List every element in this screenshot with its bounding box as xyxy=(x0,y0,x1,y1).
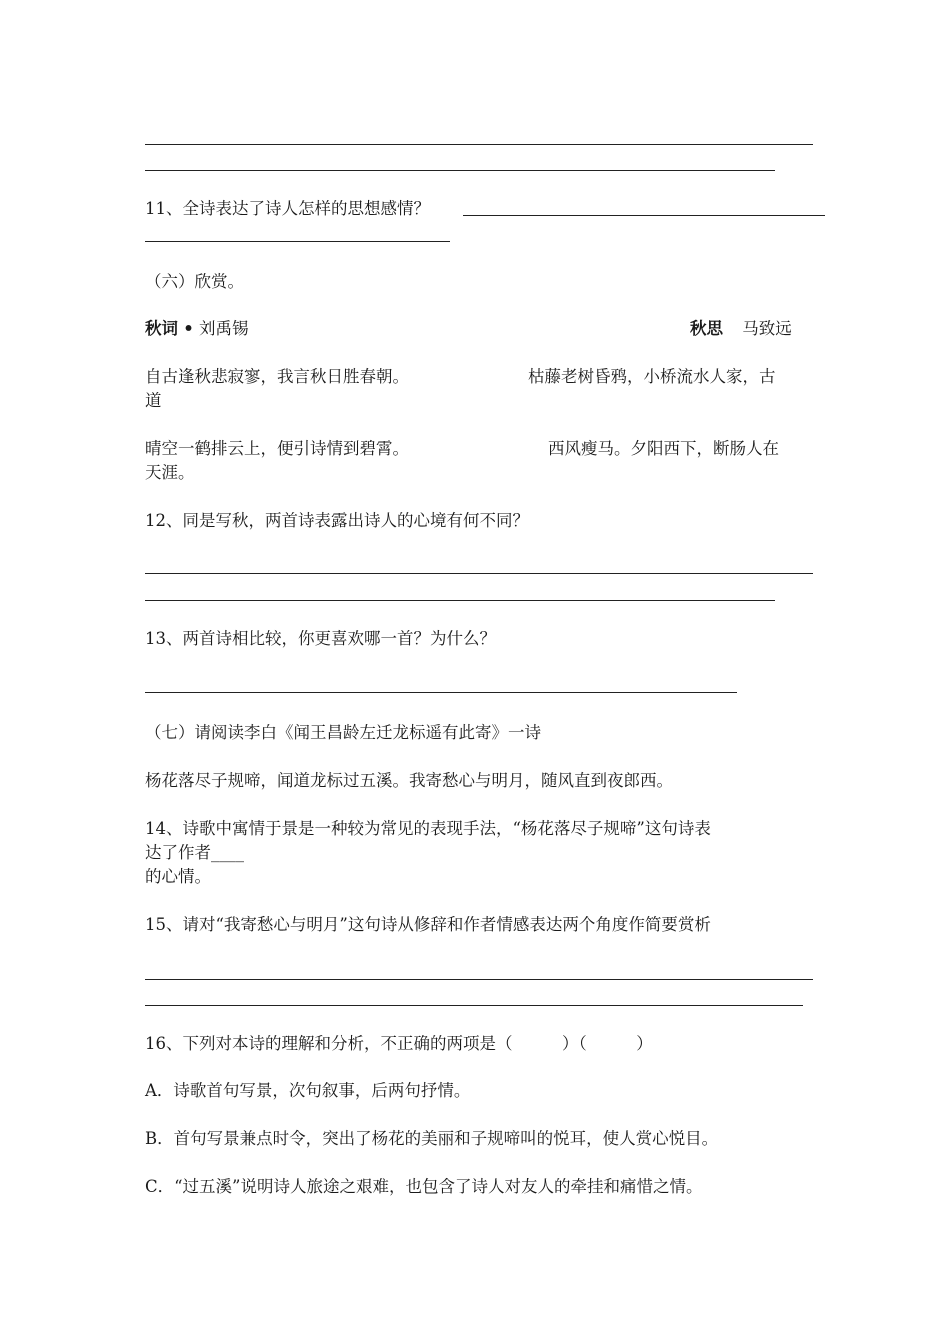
answer-line xyxy=(145,692,737,693)
poem2-title-line xyxy=(690,318,792,340)
poem1-title: 秋词 xyxy=(145,319,178,338)
question-14-line2: 达了作者____ xyxy=(145,843,244,862)
option-b: B．首句写景兼点时令，突出了杨花的美丽和子规啼叫的悦耳，使人赏心悦目。 xyxy=(145,1129,719,1148)
answer-line xyxy=(463,215,825,216)
poem1-line1: 自古逢秋悲寂寥，我言秋日胜春朝。 xyxy=(145,367,409,386)
poem2-line2b: 天涯。 xyxy=(145,463,195,482)
answer-line xyxy=(145,979,813,980)
question-16: 16、下列对本诗的理解和分析，不正确的两项是（ ）（ ） xyxy=(145,1034,653,1053)
poem2-line1b: 道 xyxy=(145,391,162,410)
answer-line xyxy=(145,600,775,601)
answer-line xyxy=(145,144,813,145)
poem2-author: 马致远 xyxy=(742,319,792,338)
question-12: 12、同是写秋，两首诗表露出诗人的心境有何不同？ xyxy=(145,511,529,530)
section-6-heading: （六）欣赏。 xyxy=(145,272,244,291)
question-14-line3: 的心情。 xyxy=(145,867,211,886)
option-a: A．诗歌首句写景，次句叙事，后两句抒情。 xyxy=(145,1081,471,1100)
poem1-line2: 晴空一鹤排云上，便引诗情到碧霄。 xyxy=(145,439,409,458)
poem1-title-line xyxy=(145,318,249,340)
poem2-line2a: 西风瘦马。夕阳西下，断肠人在 xyxy=(548,439,779,458)
section-7-heading: （七）请阅读李白《闻王昌龄左迁龙标遥有此寄》一诗 xyxy=(145,723,541,742)
question-15: 15、请对“我寄愁心与明月”这句诗从修辞和作者情感表达两个角度作简要赏析 xyxy=(145,915,711,934)
poem2-title: 秋思 xyxy=(690,319,723,338)
question-14-line1: 14、诗歌中寓情于景是一种较为常见的表现手法，“杨花落尽子规啼”这句诗表 xyxy=(145,819,711,838)
section-7-poem: 杨花落尽子规啼，闻道龙标过五溪。我寄愁心与明月，随风直到夜郎西。 xyxy=(145,771,673,790)
question-11: 11、全诗表达了诗人怎样的思想感情？ xyxy=(145,199,430,218)
answer-line xyxy=(145,1005,803,1006)
title-separator: • xyxy=(183,319,194,338)
option-c: C．“过五溪”说明诗人旅途之艰难，也包含了诗人对友人的牵挂和痛惜之情。 xyxy=(145,1177,703,1196)
answer-line xyxy=(145,573,813,574)
question-13: 13、两首诗相比较，你更喜欢哪一首？为什么？ xyxy=(145,629,496,648)
answer-line xyxy=(145,170,775,171)
answer-line xyxy=(145,241,450,242)
poem1-author: 刘禹锡 xyxy=(199,319,249,338)
poem2-line1a: 枯藤老树昏鸦，小桥流水人家，古 xyxy=(528,367,776,386)
